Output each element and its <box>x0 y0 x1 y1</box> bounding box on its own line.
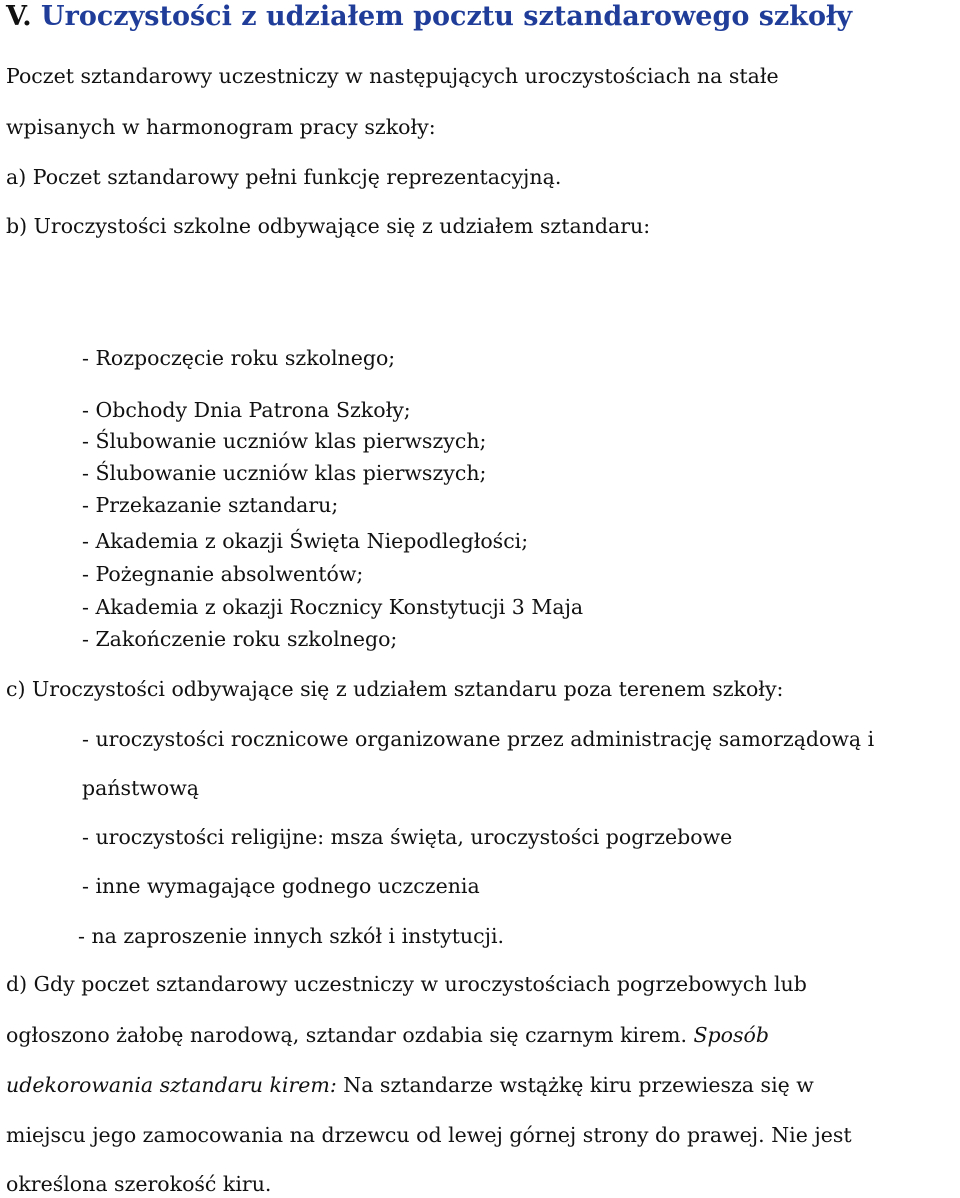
point-d-line-2 <box>6 1021 769 1049</box>
intro-line-2: wpisanych w harmonogram pracy szkoły: <box>6 115 436 139</box>
intro-line-1: Poczet sztandarowy uczestniczy w następujących uroczystościach na stałe <box>6 64 779 88</box>
point-d-line-4: miejscu jego zamocowania na drzewcu od lewej górnej strony do prawej. Nie jest <box>6 1123 852 1147</box>
point-c: c) Uroczystości odbywające się z udziałem sztandaru poza terenem szkoły: <box>6 677 784 701</box>
outside-event-item: - uroczystości religijne: msza święta, uroczystości pogrzebowe <box>82 825 733 849</box>
school-event-item: - Ślubowanie uczniów klas pierwszych; <box>82 461 487 485</box>
section-heading <box>6 0 852 34</box>
school-event-item: - Zakończenie roku szkolnego; <box>82 627 398 651</box>
school-event-item: - Rozpoczęcie roku szkolnego; <box>82 346 396 370</box>
school-event-item: - Akademia z okazji Święta Niepodległości; <box>82 529 529 553</box>
point-d-line-2-text: ogłoszono żałobę narodową, sztandar ozdabia się czarnym kirem. <box>6 1023 694 1047</box>
school-event-item: - Ślubowanie uczniów klas pierwszych; <box>82 429 487 453</box>
outside-event-item: - inne wymagające godnego uczczenia <box>82 874 480 898</box>
point-d-line-3-italic: udekorowania sztandaru kirem: <box>6 1073 337 1097</box>
school-event-item: - Obchody Dnia Patrona Szkoły; <box>82 398 411 422</box>
school-event-item: - Pożegnanie absolwentów; <box>82 562 364 586</box>
school-event-item: - Akademia z okazji Rocznicy Konstytucji 3 Maja <box>82 595 584 619</box>
point-d-line-5: określona szerokość kiru. <box>6 1172 272 1196</box>
point-d-line-1: d) Gdy poczet sztandarowy uczestniczy w uroczystościach pogrzebowych lub <box>6 972 807 996</box>
outside-event-item: - na zaproszenie innych szkół i instytucji. <box>78 924 505 948</box>
school-event-item: - Przekazanie sztandaru; <box>82 493 339 517</box>
outside-event-item: - uroczystości rocznicowe organizowane przez administrację samorządową i <box>82 727 875 751</box>
section-title: Uroczystości z udziałem pocztu sztandarowego szkoły <box>41 1 853 32</box>
point-b: b) Uroczystości szkolne odbywające się z udziałem sztandaru: <box>6 214 651 238</box>
outside-event-item-continuation: państwową <box>82 776 199 800</box>
point-d-line-3 <box>6 1071 814 1099</box>
point-d-line-2-italic: Sposób <box>693 1023 769 1047</box>
point-a: a) Poczet sztandarowy pełni funkcję reprezentacyjną. <box>6 165 562 189</box>
point-d-line-3-text: Na sztandarze wstążkę kiru przewiesza się w <box>336 1073 814 1097</box>
section-number: V. <box>6 1 32 32</box>
